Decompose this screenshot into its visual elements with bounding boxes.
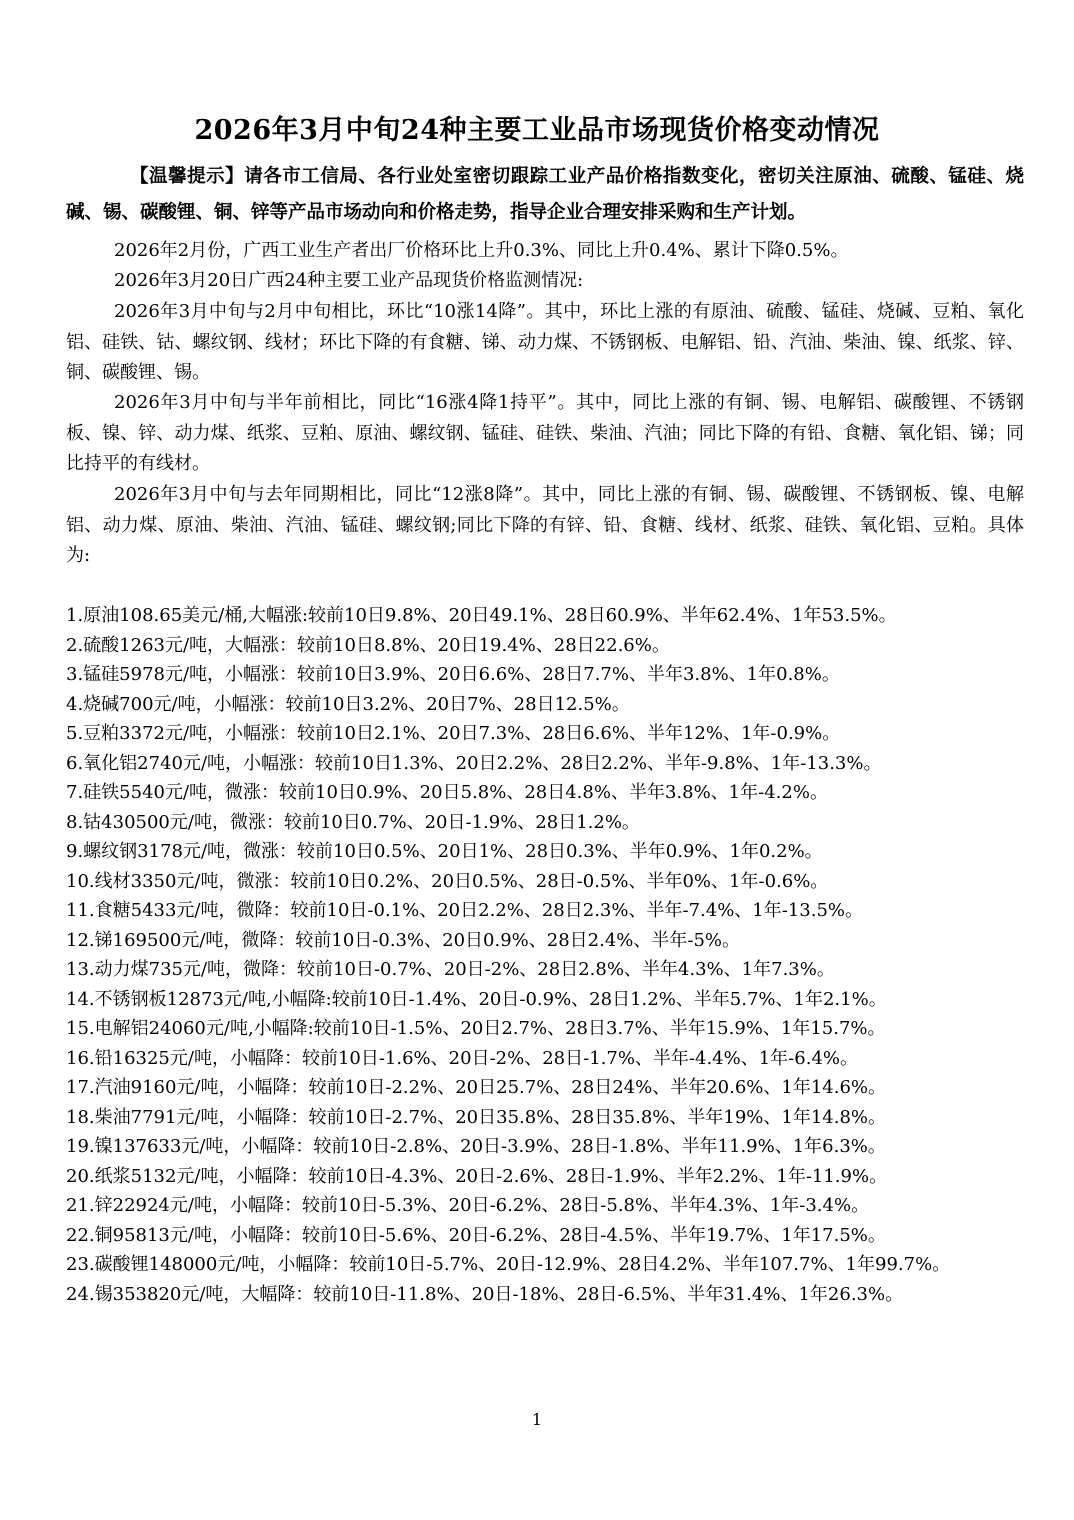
list-item: 4.烧碱700元/吨，小幅涨：较前10日3.2%、20日7%、28日12.5%。 — [66, 693, 630, 715]
list-item: 11.食糖5433元/吨，微降：较前10日-0.1%、20日2.2%、28日2.3%、半年-7.4%、1年-13.5%。 — [66, 900, 864, 921]
list-item: 23.碳酸锂148000元/吨，小幅降：较前10日-5.7%、20日-12.9%、28日4.2%、半年107.7%、1年99.7%。 — [66, 1254, 951, 1275]
list-item: 20.纸浆5132元/吨，小幅降：较前10日-4.3%、20日-2.6%、28日-1.9%、半年2.2%、1年-11.9%。 — [66, 1165, 888, 1187]
list-item: 8.钴430500元/吨，微涨：较前10日0.7%、20日-1.9%、28日1.2%。 — [66, 811, 640, 833]
list-item: 15.电解铝24060元/吨,小幅降:较前10日-1.5%、20日2.7%、28日3.7%、半年15.9%、1年15.7%。 — [66, 1018, 886, 1039]
list-item: 10.线材3350元/吨，微涨：较前10日0.2%、20日0.5%、28日-0.5%、半年0%、1年-0.6%。 — [66, 870, 829, 892]
list-item: 17.汽油9160元/吨，小幅降：较前10日-2.2%、20日25.7%、28日24%、半年20.6%、1年14.6%。 — [66, 1077, 887, 1098]
reminder-note: 【温馨提示】请各市工信局、各行业处室密切跟踪工业产品价格指数变化，密切关注原油、硫酸、锰硅、烧碱、锡、碳酸锂、铜、锌等产品市场动向和价格走势，指导企业合理安排采购和生产计划。 — [66, 166, 1024, 223]
list-item: 5.豆粕3372元/吨，小幅涨：较前10日2.1%、20日7.3%、28日6.6%、半年12%、1年-0.9%。 — [66, 723, 841, 744]
paragraph-monitoring-intro: 2026年3月20日广西24种主要工业产品现货价格监测情况: — [114, 270, 584, 291]
list-item: 3.锰硅5978元/吨，小幅涨：较前10日3.9%、20日6.6%、28日7.7%、半年3.8%、1年0.8%。 — [66, 664, 840, 685]
list-item: 6.氧化铝2740元/吨，小幅涨：较前10日1.3%、20日2.2%、28日2.2%、半年-9.8%、1年-13.3%。 — [66, 752, 882, 774]
list-item: 14.不锈钢板12873元/吨,小幅降:较前10日-1.4%、20日-0.9%、28日1.2%、半年5.7%、1年2.1%。 — [66, 988, 887, 1010]
list-item: 21.锌22924元/吨，小幅降：较前10日-5.3%、20日-6.2%、28日-5.8%、半年4.3%、1年-3.4%。 — [66, 1195, 870, 1216]
paragraph-half-year: 2026年3月中旬与半年前相比，同比“16涨4降1持平”。其中，同比上涨的有铜、锡、电解铝、碳酸锂、不锈钢板、镍、锌、动力煤、纸浆、豆粕、原油、螺纹钢、锰硅、硅铁、柴油、汽油；同比下降的有铅、食糖、氧化铝、锑；同比持平的有线材。 — [66, 392, 1024, 474]
price-item-list — [66, 601, 1024, 1309]
list-item: 13.动力煤735元/吨，微降：较前10日-0.7%、20日-2%、28日2.8%、半年4.3%、1年7.3%。 — [66, 959, 835, 980]
list-item: 22.铜95813元/吨，小幅降：较前10日-5.6%、20日-6.2%、28日-4.5%、半年19.7%、1年17.5%。 — [66, 1224, 886, 1246]
list-item: 19.镍137633元/吨，小幅降：较前10日-2.8%、20日-3.9%、28日-1.8%、半年11.9%、1年6.3%。 — [66, 1136, 886, 1157]
list-item: 12.锑169500元/吨，微降：较前10日-0.3%、20日0.9%、28日2.4%、半年-5%。 — [66, 929, 741, 951]
list-item: 7.硅铁5540元/吨，微涨：较前10日0.9%、20日5.8%、28日4.8%、半年3.8%、1年-4.2%。 — [66, 782, 828, 803]
list-item: 18.柴油7791元/吨，小幅降：较前10日-2.7%、20日35.8%、28日35.8%、半年19%、1年14.8%。 — [66, 1106, 887, 1128]
page-title: 2026年3月中旬24种主要工业品市场现货价格变动情况 — [194, 115, 880, 146]
list-item: 9.螺纹钢3178元/吨，微涨：较前10日0.5%、20日1%、28日0.3%、半年0.9%、1年0.2%。 — [66, 841, 823, 862]
page-number: 1 — [531, 1410, 543, 1429]
list-item: 1.原油108.65美元/桶,大幅涨:较前10日9.8%、20日49.1%、28日60.9%、半年62.4%、1年53.5%。 — [66, 605, 897, 626]
list-item: 24.锡353820元/吨，大幅降：较前10日-11.8%、20日-18%、28日-6.5%、半年31.4%、1年26.3%。 — [66, 1283, 904, 1305]
paragraph-year-on-year: 2026年3月中旬与去年同期相比，同比“12涨8降”。其中，同比上涨的有铜、锡、碳酸锂、不锈钢板、镍、电解铝、动力煤、原油、柴油、汽油、锰硅、螺纹钢;同比下降的有锌、铅、食糖、线材、纸浆、硅铁、氧化铝、豆粕。具体为: — [66, 484, 1024, 566]
paragraph-month-on-month: 2026年3月中旬与2月中旬相比，环比“10涨14降”。其中，环比上涨的有原油、硫酸、锰硅、烧碱、豆粕、氧化铝、硅铁、钴、螺纹钢、线材；环比下降的有食糖、锑、动力煤、不锈钢板、电解铝、铅、汽油、柴油、镍、纸浆、锌、铜、碳酸锂、锡。 — [66, 301, 1024, 383]
paragraph-ppi: 2026年2月份，广西工业生产者出厂价格环比上升0.3%、同比上升0.4%、累计下降0.5%。 — [114, 240, 849, 261]
list-item: 16.铅16325元/吨，小幅降：较前10日-1.6%、20日-2%、28日-1.7%、半年-4.4%、1年-6.4%。 — [66, 1047, 858, 1069]
list-item: 2.硫酸1263元/吨，大幅涨：较前10日8.8%、20日19.4%、28日22.6%。 — [66, 634, 670, 656]
